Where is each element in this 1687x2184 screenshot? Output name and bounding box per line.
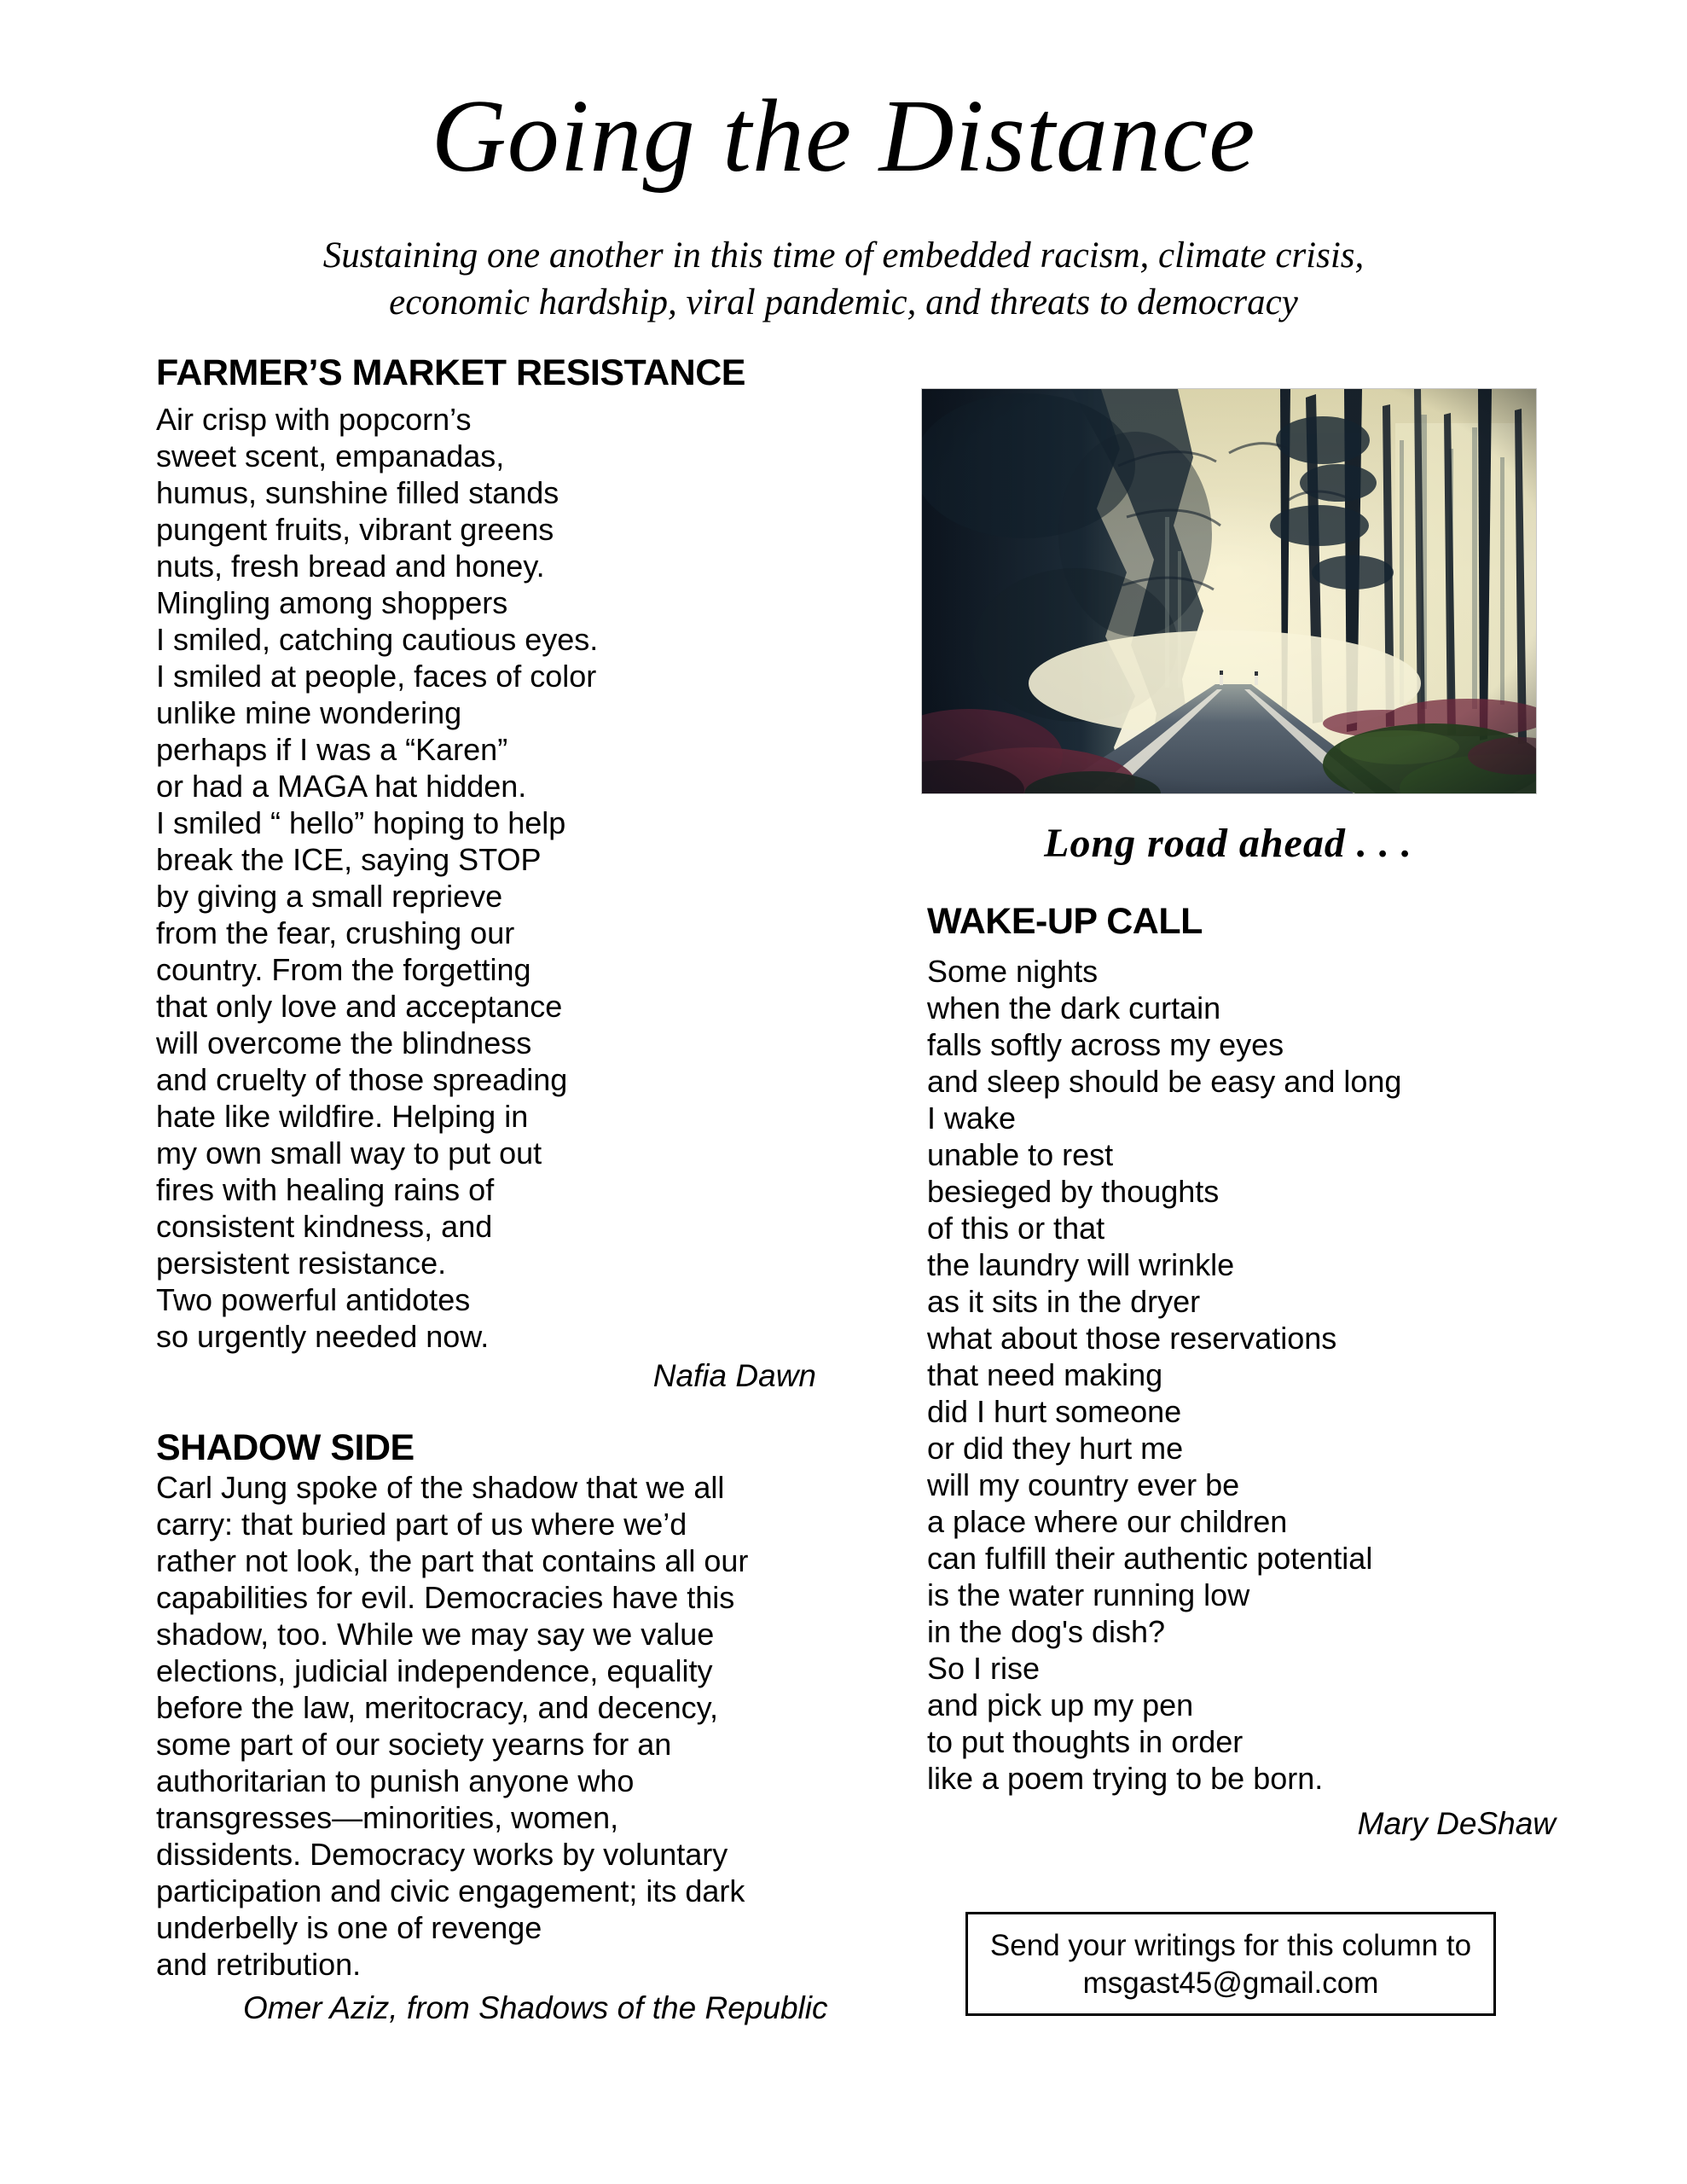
text-line: so urgently needed now. — [156, 1319, 490, 1354]
text-line: persistent resistance. — [156, 1246, 447, 1281]
poem2-body — [927, 953, 1401, 1797]
text-line: some part of our society yearns for an — [156, 1727, 672, 1762]
poem2-heading: WAKE-UP CALL — [927, 901, 1203, 942]
text-line: will overcome the blindness — [156, 1025, 532, 1060]
page-subtitle — [0, 232, 1687, 326]
submission-box — [965, 1912, 1496, 2016]
text-line: fires with healing rains of — [156, 1172, 495, 1207]
essay-attribution: Omer Aziz, from Shadows of the Republic — [243, 1990, 828, 2025]
text-line: sweet scent, empanadas, — [156, 439, 505, 473]
text-line: humus, sunshine filled stands — [156, 475, 559, 510]
submission-box-text: Send your writings for this column to — [989, 1929, 1472, 1962]
forest-road-photo — [921, 388, 1537, 794]
text-line: and pick up my pen — [927, 1687, 1194, 1722]
text-line: or did they hurt me — [927, 1431, 1184, 1466]
text-line: and cruelty of those spreading — [156, 1062, 568, 1097]
text-line: like a poem trying to be born. — [927, 1761, 1324, 1796]
text-line: economic hardship, viral pandemic, and threats to democracy — [389, 282, 1298, 322]
text-line: elections, judicial independence, equality — [156, 1653, 713, 1688]
text-line: before the law, meritocracy, and decency, — [156, 1690, 719, 1725]
text-line: is the water running low — [927, 1577, 1250, 1612]
submission-box-email: msgast45@gmail.com — [1082, 1966, 1379, 2000]
text-line: dissidents. Democracy works by voluntary — [156, 1837, 728, 1872]
text-line: can fulfill their authentic potential — [927, 1541, 1373, 1576]
text-line: break the ICE, saying STOP — [156, 842, 542, 877]
page-title: Going the Distance — [431, 78, 1256, 194]
text-line: will my country ever be — [927, 1467, 1240, 1502]
text-line: perhaps if I was a “Karen” — [156, 732, 508, 767]
text-line: falls softly across my eyes — [927, 1027, 1284, 1062]
text-line: I smiled “ hello” hoping to help — [156, 805, 566, 840]
text-line: my own small way to put out — [156, 1136, 542, 1170]
text-line: country. From the forgetting — [156, 952, 531, 987]
text-line: nuts, fresh bread and honey. — [156, 549, 545, 584]
text-line: So I rise — [927, 1651, 1041, 1686]
poem1-attribution: Nafia Dawn — [652, 1358, 816, 1393]
text-line: when the dark curtain — [927, 990, 1221, 1025]
text-line: participation and civic engagement; its dark — [156, 1873, 745, 1908]
text-line: that only love and acceptance — [156, 989, 563, 1024]
text-line: Mingling among shoppers — [156, 585, 508, 620]
text-line: in the dog's dish? — [927, 1614, 1166, 1649]
text-line: Some nights — [927, 954, 1099, 989]
text-line: unable to rest — [927, 1137, 1114, 1172]
text-line: hate like wildfire. Helping in — [156, 1099, 529, 1134]
text-line: capabilities for evil. Democracies have this — [156, 1580, 735, 1615]
text-line: that need making — [927, 1357, 1163, 1392]
text-line: and retribution. — [156, 1947, 362, 1982]
text-line: authoritarian to punish anyone who — [156, 1763, 635, 1798]
text-line: from the fear, crushing our — [156, 915, 515, 950]
text-line: unlike mine wondering — [156, 695, 462, 730]
essay-body — [156, 1469, 748, 1983]
text-line: Carl Jung spoke of the shadow that we all — [156, 1470, 725, 1505]
poem1-body — [156, 401, 598, 1355]
text-line: transgresses—minorities, women, — [156, 1800, 619, 1835]
text-line: underbelly is one of revenge — [156, 1910, 542, 1945]
text-line: rather not look, the part that contains all our — [156, 1543, 749, 1578]
text-line: to put thoughts in order — [927, 1724, 1244, 1759]
text-line: Air crisp with popcorn’s — [156, 402, 472, 437]
text-line: the laundry will wrinkle — [927, 1247, 1235, 1282]
poem1-heading: FARMER’S MARKET RESISTANCE — [156, 352, 745, 393]
text-line: and sleep should be easy and long — [927, 1064, 1402, 1099]
essay-heading: SHADOW SIDE — [156, 1427, 415, 1468]
text-line: shadow, too. While we may say we value — [156, 1617, 715, 1652]
text-line: carry: that buried part of us where we’d — [156, 1507, 687, 1542]
text-line: as it sits in the dryer — [927, 1284, 1201, 1319]
text-line: of this or that — [927, 1211, 1105, 1246]
text-line: consistent kindness, and — [156, 1209, 493, 1244]
text-line: by giving a small reprieve — [156, 879, 503, 914]
photo-caption: Long road ahead . . . — [1044, 821, 1412, 866]
forest-road-illustration — [922, 389, 1536, 793]
text-line: besieged by thoughts — [927, 1174, 1220, 1209]
text-line: Two powerful antidotes — [156, 1282, 471, 1317]
text-line: I smiled at people, faces of color — [156, 659, 597, 694]
text-line: I smiled, catching cautious eyes. — [156, 622, 599, 657]
text-line: or had a MAGA hat hidden. — [156, 769, 527, 804]
text-line: I wake — [927, 1101, 1017, 1136]
text-line: what about those reservations — [927, 1321, 1337, 1356]
text-line: did I hurt someone — [927, 1394, 1182, 1429]
text-line: a place where our children — [927, 1504, 1288, 1539]
text-line: Sustaining one another in this time of embedded racism, climate crisis, — [322, 235, 1365, 276]
text-line: pungent fruits, vibrant greens — [156, 512, 554, 547]
poem2-attribution: Mary DeShaw — [1357, 1806, 1556, 1841]
